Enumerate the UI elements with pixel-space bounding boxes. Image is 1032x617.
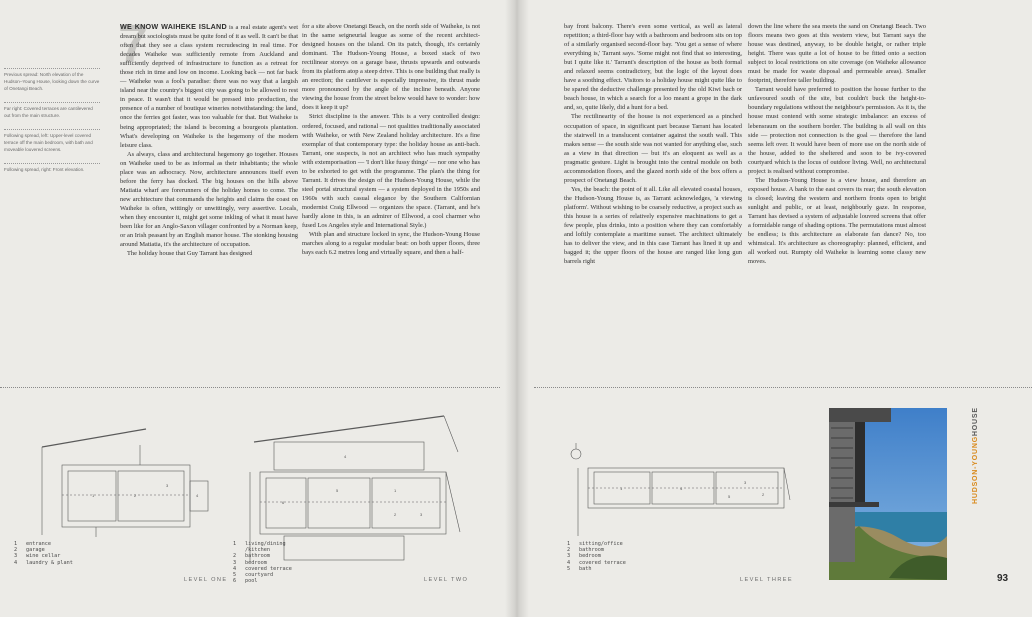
paragraph-text: The holiday house that Guy Tarrant has designed [127,250,253,258]
paragraph-text: for a site above Onetangi Beach, on the north side of Waiheke, is not in the same seigneurial league as some of the recent architect-designed houses on the island. On its patch, though, it's certainly dominant. The Hudson-Young House, a boxed stack of two rectilinear storeys on a garage base, thrusts upwards and outwards from its platform atop a steep drive. This is one building that really is an erection; the cantilever is especially impressive, its thrust made more pronounced by the angle of the incline beneath. Anyone viewing the house from the street below would have to wonder: how does it keep it up? [302,23,480,112]
legend-item: 2 bathroom [233,553,270,560]
paragraph [302,112,480,230]
paragraph [118,14,298,150]
svg-text:3: 3 [744,480,747,485]
legend-item: 6 pool [233,578,258,585]
running-head-part1: HUDSON-YOUNG [972,436,979,504]
paragraph-text: bay front balcony. There's even some vertical, as well as lateral repetition; a third-floor bay with a bathroom and bedroom sits on top of a similarly organised second-floor bay. 'You get a sense of where everything is,' Tarrant says. 'Some might not find that so interesting, but I quite like it.' Tarrant's description of the house as both formal and relaxed seems contradictory, but the logic of the layout does have a soothing effect. Visitors to a holiday house might quite like to be spared the deductive challenge presented by the old Kiwi bach or beach house, in which a search for a loo meant a grope in the dark and, so, quite likely, did a hunt for a bed. [564,23,742,112]
svg-text:5: 5 [728,494,731,499]
captions [4,68,100,183]
chapter-number: 7 [118,14,149,74]
legend-item: 5 bath [567,565,592,572]
legend-item: 2 garage [14,547,45,554]
svg-text:4: 4 [344,454,347,459]
paragraph-text: Tarrant would have preferred to position the house further to the unfavoured south of the site, but couldn't buck the height-to-boundary regulations without the neighbour's permission. As it is, the house must contend with some strategic imbalance: an excess of lebensraum on the southern border. The building is all wall on this side — protection not connection is the goal — therefore the land seems left over. It would have been of more use on the north side of the house, added to the sheltered and soon to be ivy-covered courtyard which is the locus of outdoor living. Well, no architectural project is realised without compromise. [748,86,926,175]
paragraph-text: down the line where the sea meets the sand on Onetangi Beach. Two floors means two goes at this western view, but Tarrant says the house was destined, anyway, to be double height, or rather triple height. There was quite a lot of house to be fitted onto a section subject to local restrictions on site coverage (on Waiheke allowance must be made for waste disposal and permeable areas). Smaller footprint, therefore taller building. [748,23,926,85]
paragraph [564,22,742,112]
text-column-2 [302,22,480,257]
paragraph [564,112,742,184]
legend-level-one [14,541,73,566]
svg-text:2: 2 [134,493,137,498]
text-column-3 [564,22,742,266]
caption-4: Following spread, right: Front elevation. [4,163,100,173]
paragraph-text: With plan and structure locked in sync, the Hudson-Young House marches along to a regular modular beat: on both upper floors, three bays each 6.2 metres long and virtually square, and then a half- [302,231,480,257]
house-photo [829,408,947,580]
paragraph-text: The rectilinearity of the house is not experienced as a pinched occupation of space, in significant part because Tarrant has located the stairwell in a translucent container against the south wall. This makes sense — the south side was not wanted for anything else, such as a view in that direction — but it's an eloquent as well as a pragmatic gesture. Light is brought into the central module on both accommodation floors, and the glazed north side of the box offers a prospect of Onetangi Beach. [564,113,742,184]
paragraph [120,249,298,258]
paragraph-text: The Hudson-Young House is a view house, and therefore an exposed house. A bank to the east covers its rear; the south elevation is closed; leaving the western and northern fronts open to bright sunlight and public, or at least, neighbourly gaze. In response, Tarrant has devised a system of adjustable louvred screens that offer a formidable range of shading options. The permutations must almost be endless; is this architecture as elaborate fan dance? No, too whimsical. It's architecture as choreography: planned, efficient, and all worked out. Rumpty old Waiheke is learning some classy new moves. [748,176,926,266]
svg-text:2: 2 [762,492,765,497]
legend-item: /kitchen [245,547,270,554]
text-column-1 [118,14,298,258]
legend-item: 3 bedroom [233,559,267,566]
legend-level-three [567,541,626,572]
floor-plan-level-one [36,425,216,543]
legend-item: 4 covered terrace [233,565,292,572]
svg-text:2: 2 [394,512,397,517]
caption-2: Far right: Covered terraces are cantilevered out from the main structure. [4,102,100,119]
floor-plan-level-three [558,440,794,544]
svg-text:1: 1 [394,488,397,493]
paragraph-text: is a real estate agent's wet dream but sociologists must be quite fond of it as well. It can't be that often that they see a class system recrudescing in real time. For decades Waiheke was sufficiently remote from Auckland and sufficiently deprived of infrastructure to function as a retreat for those rich in time and low on income. Looking back — not far back — Waiheke was a fool's paradise: there was no way that a largish island near the country's biggest city was going to be allowed to rest in peace. It wasn't that it would be pressed into production, the presence of a number of boutique wineries notwithstanding: the land, once the ferries got faster, was too valuable for that. But Waiheke is being appropriated; the island is becoming a bourgeois plantation. What's developing on Waiheke is the hegemony of the modern leisure class. [120,24,298,149]
level-label: LEVEL ONE [184,577,228,583]
paragraph [748,22,926,85]
dotted-rule-right [534,387,1032,388]
legend-item: 5 courtyard [233,572,274,579]
svg-text:3: 3 [420,512,423,517]
running-head [972,407,984,504]
svg-text:3: 3 [166,483,169,488]
paragraph [564,185,742,266]
legend-level-two [233,541,292,584]
paragraph [748,176,926,266]
svg-text:5: 5 [336,488,339,493]
legend-item: 3 wine cellar [14,553,61,560]
legend-item: 1 sitting/office [567,541,623,547]
paragraph [748,85,926,175]
legend-item: 2 bathroom [567,547,604,554]
dotted-rule-left [0,387,500,388]
paragraph [302,230,480,257]
paragraph [120,150,298,250]
svg-text:1: 1 [92,493,95,498]
lead-in: WE KNOW WAIHEKE ISLAND [120,22,227,31]
running-head-part2: HOUSE [972,407,979,437]
level-label: LEVEL THREE [740,577,794,583]
svg-text:4: 4 [680,486,683,491]
text-column-4 [748,22,926,266]
svg-text:6: 6 [282,500,285,505]
paragraph [302,22,480,112]
level-label: LEVEL TWO [424,577,469,583]
svg-text:1: 1 [620,486,623,491]
book-gutter [505,0,529,617]
page-number: 93 [997,573,1009,584]
svg-text:4: 4 [196,493,199,498]
legend-item: 1 entrance [14,541,51,547]
paragraph-text: As always, class and architectural hegemony go together. Houses on Waiheke used to be as informal as their inhabitants; the whole place was an adhocracy. Now, architecture announces itself even before the ferry has docked. The big houses on the hills above Matiatia wharf are forerunners of the holiday homes to come. The new architecture that commands the heights and claims the coast on Waiheke is often, wittingly or unwittingly, very assertive. Locals, when they encounter it, might get some inkling of what it must have been like for an Anglo-Saxon villager confronted by a Norman keep, or an Irish peasant by an English manor house. The stonking housing around Matiatia, it's the architecture of occupation. [120,150,298,249]
paragraph-text: Yes, the beach: the point of it all. Like all elevated coastal houses, the Hudson-Young House is, as Tarrant acknowledges, 'a viewing platform'. Without wishing to be coarsely reductive, a project such as this house is a series of relatively expensive machinations to get a few people, plus drinks, into a position where they can comfortably and loftily contemplate a maritime sunset. The architect ultimately has to deliver the view, and in this case Tarrant has lined it up and bagged it; the upper floors of the house are ranged like long gun barrels right [564,185,742,266]
legend-item: 4 laundry & plant [14,559,73,566]
legend-item: 1 living/dining [233,541,286,547]
caption-3: Following spread, left: Upper-level covered terrace off the main bedroom, with bath and moveable louvered screens. [4,129,100,153]
caption-1: Previous spread: North elevation of the Hudson–Young House, looking down the curve of Onetangi Beach. [4,68,100,92]
legend-item: 4 covered terrace [567,559,626,566]
paragraph-text: Strict discipline is the answer. This is a very controlled design: ordered, focused, and rational — not qualities traditionally associated with Waiheke, or with New Zealand holiday architecture. It's a fine exemplar of that contemporary type: the holiday house as anti-bach. Tarrant, one suspects, is not an architect who has much sympathy with extemporisation — 'I don't like fussy things' — nor one who has to be exhorted to get with the programme. The plan's the thing for Tarrant. It drives the design of the Hudson-Young House, while the steel portal structural system — a system deployed in the 1950s and 1960s with such casual elegance by the Southern Californian modernist Craig Ellwood — organizes the space. (Tarrant, and he's hardly alone in this, is an admirer of Ellwood, a cool charmer who fused Los Angeles style and International Style.) [302,113,480,230]
legend-item: 3 bedroom [567,553,601,560]
